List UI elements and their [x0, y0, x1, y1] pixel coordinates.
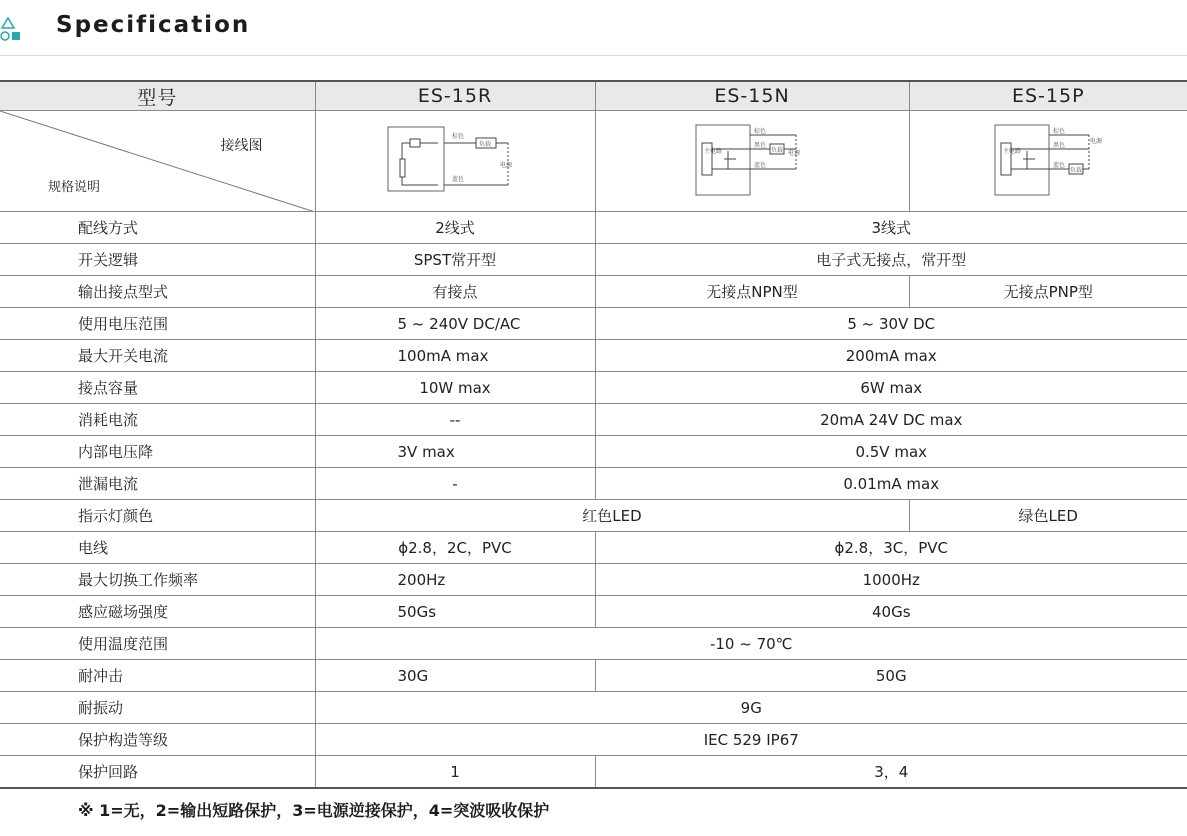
value-es15r: 10W max: [315, 372, 595, 404]
row-label: 保护构造等级: [0, 724, 315, 756]
row-label: 保护回路: [0, 756, 315, 789]
row-label: 使用电压范围: [0, 308, 315, 340]
spec-row-leakage: [0, 468, 1187, 500]
row-label: 最大切换工作频率: [0, 564, 315, 596]
spec-row-magnetic: [0, 596, 1187, 628]
model-header-row: [0, 81, 1187, 111]
row-label: 配线方式: [0, 212, 315, 244]
spec-row-shock: [0, 660, 1187, 692]
value-es15n-es15p: 3线式: [595, 212, 1187, 244]
spec-row-logic: [0, 244, 1187, 276]
spec-row-wiring: [0, 212, 1187, 244]
model-es15n: ES-15N: [595, 81, 909, 111]
value-es15r: 2线式: [315, 212, 595, 244]
value-es15r-es15n: 红色LED: [315, 500, 909, 532]
es15r-blue-label: 蓝色: [452, 176, 465, 183]
diagonal-header-cell: [0, 111, 315, 212]
diagonal-line: [0, 111, 315, 212]
value-es15r: SPST常开型: [315, 244, 595, 276]
spec-row-output: [0, 276, 1187, 308]
value-es15n-es15p: 40Gs: [595, 596, 1187, 628]
es15n-black-label: 黑色: [754, 142, 767, 149]
spec-row-consumption: [0, 404, 1187, 436]
model-es15p: ES-15P: [909, 81, 1187, 111]
row-label: 消耗电流: [0, 404, 315, 436]
spec-row-cable: [0, 532, 1187, 564]
value-es15n-es15p: 0.01mA max: [595, 468, 1187, 500]
value-es15r: -: [315, 468, 595, 500]
row-label: 指示灯颜色: [0, 500, 315, 532]
value-es15p: 无接点PNP型: [909, 276, 1187, 308]
diagram-es15r-cell: [315, 111, 595, 212]
spec-row-frequency: [0, 564, 1187, 596]
spec-description-label: 规格说明: [48, 180, 101, 195]
spec-row-max-current: [0, 340, 1187, 372]
es15p-brown-label: 棕色: [1053, 128, 1066, 135]
value-es15r: 30G: [315, 660, 595, 692]
row-label: 泄漏电流: [0, 468, 315, 500]
es15n-blue-label: 蓝色: [754, 162, 767, 169]
value-es15r: --: [315, 404, 595, 436]
diagram-es15p-cell: [909, 111, 1187, 212]
es15p-load-label: 负载: [1070, 167, 1083, 174]
spec-row-indicator: [0, 500, 1187, 532]
es15r-brown-label: 棕色: [452, 133, 465, 140]
section-header: [0, 0, 1187, 56]
value-es15r: 3V max: [315, 436, 595, 468]
spec-row-capacity: [0, 372, 1187, 404]
diagram-es15n-cell: [595, 111, 909, 212]
es15p-main-label: 主电路: [1003, 148, 1022, 155]
value-es15r: 5 ~ 240V DC/AC: [315, 308, 595, 340]
es15p-blue-label: 蓝色: [1053, 162, 1066, 169]
header-divider: [0, 55, 1187, 56]
value-es15r: 1: [315, 756, 595, 789]
value-es15n-es15p: 1000Hz: [595, 564, 1187, 596]
es15n-wiring-diagram: [692, 119, 812, 199]
row-label: 最大开关电流: [0, 340, 315, 372]
es15p-wiring-diagram: [993, 119, 1103, 199]
row-label: 耐冲击: [0, 660, 315, 692]
es15p-black-label: 黑色: [1053, 142, 1066, 149]
value-es15r: 50Gs: [315, 596, 595, 628]
value-es15r: 有接点: [315, 276, 595, 308]
row-label: 耐振动: [0, 692, 315, 724]
page-title: Specification: [56, 12, 251, 38]
row-label: 开关逻辑: [0, 244, 315, 276]
row-label: 输出接点型式: [0, 276, 315, 308]
footnote: ※ 1=无，2=输出短路保护，3=电源逆接保护，4=突波吸收保护: [78, 801, 550, 820]
value-all-models: IEC 529 IP67: [315, 724, 1187, 756]
wiring-diagram-row: [0, 111, 1187, 212]
shapes-icon: [0, 16, 22, 42]
spec-row-voltage: [0, 308, 1187, 340]
value-es15n: 无接点NPN型: [595, 276, 909, 308]
es15p-power-label: 电源: [1090, 138, 1103, 145]
es15r-load-label: 负载: [479, 141, 492, 148]
spec-row-vibration: [0, 692, 1187, 724]
es15n-brown-label: 棕色: [754, 128, 767, 135]
spec-row-temperature: [0, 628, 1187, 660]
value-es15r: 200Hz: [315, 564, 595, 596]
row-label: 内部电压降: [0, 436, 315, 468]
value-es15n-es15p: 5 ~ 30V DC: [595, 308, 1187, 340]
spec-row-protection: [0, 724, 1187, 756]
row-label: 使用温度范围: [0, 628, 315, 660]
value-es15p: 绿色LED: [909, 500, 1187, 532]
value-es15r: ϕ2.8，2C，PVC: [315, 532, 595, 564]
value-es15n-es15p: 3，4: [595, 756, 1187, 789]
value-es15n-es15p: 20mA 24V DC max: [595, 404, 1187, 436]
value-es15n-es15p: 电子式无接点，常开型: [595, 244, 1187, 276]
value-es15n-es15p: 200mA max: [595, 340, 1187, 372]
model-label: 型号: [0, 81, 315, 111]
row-label: 电线: [0, 532, 315, 564]
value-es15r: 100mA max: [315, 340, 595, 372]
wiring-diagram-label: 接线图: [220, 138, 263, 154]
spec-table: [0, 80, 1187, 789]
es15n-load-label: 负载: [771, 147, 784, 154]
value-all-models: 9G: [315, 692, 1187, 724]
es15r-wiring-diagram: [380, 119, 530, 199]
spec-row-circuit: [0, 756, 1187, 789]
value-es15n-es15p: ϕ2.8，3C，PVC: [595, 532, 1187, 564]
model-es15r: ES-15R: [315, 81, 595, 111]
es15r-power-label: 电源: [500, 162, 513, 169]
value-all-models: -10 ~ 70℃: [315, 628, 1187, 660]
es15n-main-label: 主电路: [704, 148, 723, 155]
row-label: 接点容量: [0, 372, 315, 404]
value-es15n-es15p: 50G: [595, 660, 1187, 692]
value-es15n-es15p: 6W max: [595, 372, 1187, 404]
value-es15n-es15p: 0.5V max: [595, 436, 1187, 468]
es15n-power-label: 电源: [788, 150, 801, 157]
row-label: 感应磁场强度: [0, 596, 315, 628]
spec-row-voltage-drop: [0, 436, 1187, 468]
